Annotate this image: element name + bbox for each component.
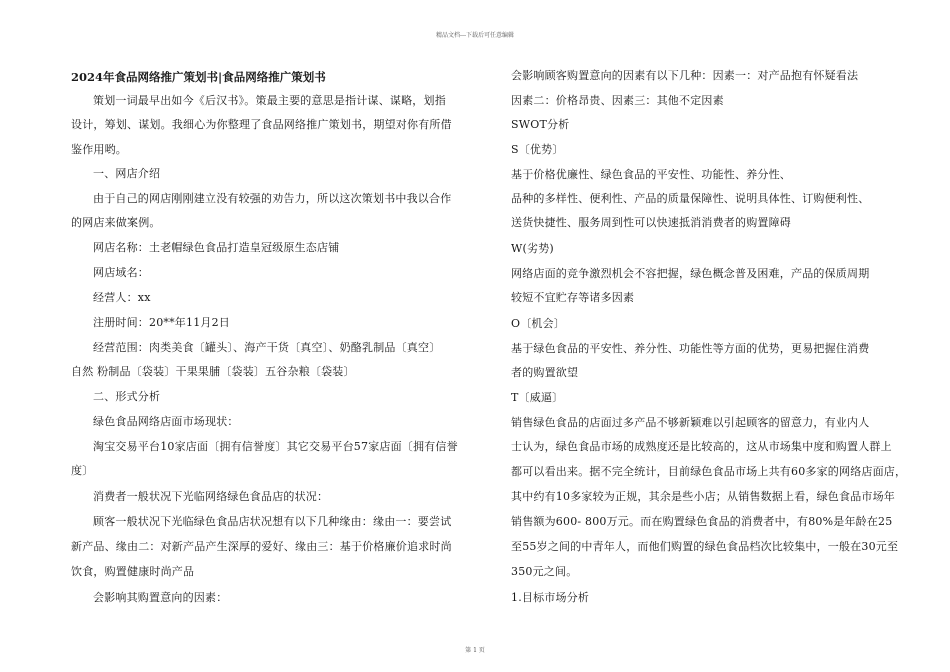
paragraph-line: 经营范围：肉类美食〔罐头〕、海产干货〔真空〕、奶酪乳制品〔真空〕 bbox=[93, 341, 441, 354]
paragraph-line: 饮食，购置健康时尚产品 bbox=[71, 565, 195, 578]
paragraph-line: 会影响其购置意向的因素： bbox=[93, 591, 228, 604]
paragraph-line: 网络店面的竞争激烈机会不容把握，绿色概念普及困难，产品的保质周期 bbox=[511, 267, 870, 280]
section-heading: SWOT分析 bbox=[511, 118, 570, 131]
paragraph-line: 其中约有10多家较为正规，其余是些小店；从销售数据上看，绿色食品市场年 bbox=[511, 490, 895, 503]
section-heading: 一、网店介绍 bbox=[93, 167, 161, 180]
section-heading: W(劣势) bbox=[511, 242, 554, 255]
paragraph-line: 因素二：价格昂贵、因素三：其他不定因素 bbox=[511, 94, 724, 107]
document-title: 2024年食品网络推广策划书|食品网络推广策划书 bbox=[71, 70, 326, 84]
paragraph-line: 较短不宜贮存等诸多因素 bbox=[511, 291, 635, 304]
paragraph-line: 士认为，绿色食品市场的成熟度还是比较高的，这从市场集中度和购置人群上 bbox=[511, 440, 892, 453]
paragraph-line: 经营人：xx bbox=[93, 291, 151, 304]
paragraph-line: 度〕 bbox=[71, 464, 94, 477]
paragraph-line: 顾客一般状况下光临绿色食品店状况想有以下几种缘由：缘由一：要尝试 bbox=[93, 515, 452, 528]
paragraph-line: 的网店来做案例。 bbox=[71, 216, 161, 229]
paragraph-line: 会影响顾客购置意向的因素有以下几种：因素一：对产品抱有怀疑看法 bbox=[511, 69, 859, 82]
paragraph-line: 绿色食品网络店面市场现状： bbox=[93, 415, 239, 428]
section-heading: O〔机会〕 bbox=[511, 317, 566, 330]
paragraph-line: 设计，筹划、谋划。我细心为你整理了食品网络推广策划书，期望对你有所借 bbox=[71, 118, 452, 131]
paragraph-line: 淘宝交易平台10家店面〔拥有信誉度〕其它交易平台57家店面〔拥有信誉 bbox=[93, 440, 458, 453]
paragraph-line: 都可以看出来。据不完全统计，目前绿色食品市场上共有60多家的网络店面店， bbox=[511, 465, 907, 478]
paragraph-line: 基于价格优廉性、绿色食品的平安性、功能性、养分性、 bbox=[511, 168, 791, 181]
section-heading: T〔威逼〕 bbox=[511, 391, 564, 404]
paragraph-line: 消费者一般状况下光临网络绿色食品店的状况： bbox=[93, 490, 329, 503]
paragraph-line: 送货快捷性、服务周到性可以快速抵消消费者的购置障碍 bbox=[511, 216, 791, 229]
paragraph-line: 销售额为600- 800万元。而在购置绿色食品的消费者中，有80%是年龄在25 bbox=[511, 515, 893, 528]
paragraph-line: 350元之间。 bbox=[511, 565, 578, 578]
section-heading: S〔优势〕 bbox=[511, 143, 564, 156]
page-header: 精品文档---下载后可任意编辑 bbox=[435, 32, 515, 39]
paragraph-line: 网店名称：土老帽绿色食品打造皇冠级原生态店铺 bbox=[93, 241, 340, 254]
paragraph-line: 品种的多样性、便利性、产品的质量保障性、说明具体性、订购便利性、 bbox=[511, 192, 870, 205]
section-heading: 1.目标市场分析 bbox=[511, 591, 590, 604]
paragraph-line: 者的购置欲望 bbox=[511, 366, 579, 379]
paragraph-line: 注册时间：20**年11月2日 bbox=[93, 316, 230, 329]
section-heading: 二、形式分析 bbox=[93, 390, 161, 403]
page-footer: 第 1 页 bbox=[465, 647, 485, 654]
paragraph-line: 网店域名： bbox=[93, 266, 149, 279]
paragraph-line: 销售绿色食品的店面过多产品不够新颖难以引起顾客的留意力，有业内人 bbox=[511, 416, 870, 429]
paragraph-line: 自然 粉制品〔袋装〕干果果脯〔袋装〕五谷杂粮〔袋装〕 bbox=[71, 365, 355, 378]
paragraph-line: 新产品、缘由二：对新产品产生深厚的爱好、缘由三：基于价格廉价追求时尚 bbox=[71, 540, 452, 553]
paragraph-line: 策划一词最早出如今《后汉书》。策最主要的意思是指计谋、谋略，划指 bbox=[93, 94, 446, 107]
paragraph-line: 由于自己的网店刚刚建立没有较强的劝告力，所以这次策划书中我以合作 bbox=[93, 192, 452, 205]
paragraph-line: 基于绿色食品的平安性、养分性、功能性等方面的优势，更易把握住消费 bbox=[511, 342, 870, 355]
paragraph-line: 至55岁之间的中青年人，而他们购置的绿色食品档次比较集中，一般在30元至 bbox=[511, 540, 899, 553]
paragraph-line: 鉴作用哟。 bbox=[71, 143, 127, 156]
